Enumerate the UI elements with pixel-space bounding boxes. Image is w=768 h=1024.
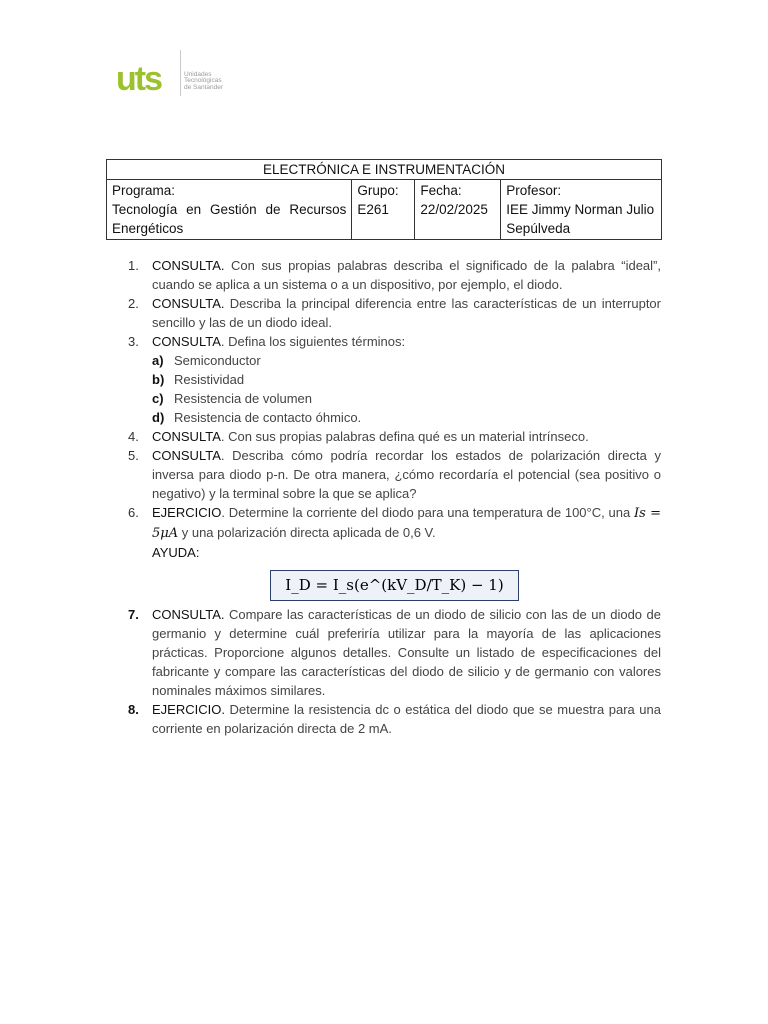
term-letter: a): [152, 353, 164, 368]
question-text: . Determine la corriente del diodo para una temperatura de 100°C, una: [221, 505, 634, 520]
question-number: 8.: [128, 702, 139, 717]
question-text: Determine la resistencia dc o estática del diodo que se muestra para una corriente en polarización directa de 2 mA.: [152, 702, 661, 736]
question-number: 6.: [128, 505, 139, 520]
question-keyword: CONSULTA.: [152, 258, 225, 273]
saturation-current-expression: Is = 5μA: [152, 506, 661, 541]
question-number: 2.: [128, 296, 139, 311]
logo-mark: uts: [116, 60, 161, 98]
term-item: [152, 370, 661, 389]
question-item: [128, 256, 661, 294]
question-keyword: EJERCICIO: [152, 505, 222, 520]
question-item: [128, 605, 661, 700]
grupo-cell: [352, 180, 415, 240]
question-keyword: CONSULTA.: [152, 296, 225, 311]
question-list: [128, 256, 661, 738]
term-text: Resistencia de contacto óhmico.: [174, 410, 362, 425]
fecha-label: Fecha:: [420, 183, 462, 198]
profesor-cell: [501, 180, 662, 240]
profesor-value: IEE Jimmy Norman Julio Sepúlveda: [506, 202, 655, 236]
term-text: Semiconductor: [174, 353, 261, 368]
profesor-label: Profesor:: [506, 183, 562, 198]
question-text: Compare las características de un diodo de silicio con las de un diodo de germanio y determine cuál preferiría utilizar para la mayoría de las aplicaciones prácticas. Proporcione algunos detalles. Consulte un listado de especificaciones del fabricante y compare las características del diodo de silicio y de germanio con valores nominales máximos similares.: [152, 607, 661, 698]
question-number: 7.: [128, 607, 139, 622]
fecha-value: 22/02/2025: [420, 202, 488, 217]
course-header-table: [106, 159, 662, 240]
fecha-cell: [415, 180, 501, 240]
question-item: [128, 294, 661, 332]
course-title: ELECTRÓNICA E INSTRUMENTACIÓN: [107, 160, 662, 180]
question-item: [128, 427, 661, 446]
question-number: 1.: [128, 258, 139, 273]
question-keyword: CONSULTA: [152, 429, 221, 444]
question-text: Con sus propias palabras describa el significado de la palabra “ideal”, cuando se aplica a un sistema o a un dispositivo, por ejemplo, el diodo.: [152, 258, 661, 292]
term-text: Resistividad: [174, 372, 245, 387]
logo-divider: [180, 50, 181, 96]
question-text: Describa la principal diferencia entre las características de un interruptor sencillo y las de un diodo ideal.: [152, 296, 661, 330]
logo-line: Tecnológicas: [184, 77, 222, 85]
question-number: 5.: [128, 448, 139, 463]
question-keyword: CONSULTA: [152, 448, 221, 463]
term-item: [152, 351, 661, 370]
term-item: [152, 408, 661, 427]
question-keyword: CONSULTA: [152, 334, 221, 349]
grupo-label: Grupo:: [357, 183, 399, 198]
logo-line: Unidades: [184, 71, 212, 78]
term-list: [152, 351, 661, 427]
question-keyword: EJERCICIO.: [152, 702, 225, 717]
question-text: . Describa cómo podría recordar los estados de polarización directa y inversa para diodo p-n. De otra manera, ¿cómo recordaría el potencial (sea positivo o negativo) y la terminal sobre la que se aplica?: [152, 448, 661, 501]
question-text-continued: y una polarización directa aplicada de 0,6 V.: [178, 525, 436, 540]
question-item: [128, 446, 661, 503]
term-item: [152, 389, 661, 408]
question-item: [128, 503, 661, 601]
programa-value: Tecnología en Gestión de Recursos Energéticos: [112, 202, 347, 236]
term-letter: b): [152, 372, 165, 387]
formula-container: [152, 570, 661, 601]
term-text: Resistencia de volumen: [174, 391, 313, 406]
logo-subtext: [184, 72, 223, 91]
term-letter: c): [152, 391, 164, 406]
help-label: AYUDA:: [152, 545, 200, 560]
grupo-value: E261: [357, 202, 389, 217]
question-number: 3.: [128, 334, 139, 349]
uts-logo: [116, 48, 246, 100]
diode-equation-formula: I_D = I_s(e^(kV_D/T_K) − 1): [270, 570, 518, 601]
logo-line: de Santander: [184, 83, 224, 91]
programa-label: Programa:: [112, 183, 176, 198]
programa-cell: [107, 180, 352, 240]
question-keyword: CONSULTA.: [152, 607, 225, 622]
help-label-text: AYUDA: [152, 545, 196, 560]
term-letter: d): [152, 410, 165, 425]
question-number: 4.: [128, 429, 139, 444]
question-text: . Con sus propias palabras defina qué es un material intrínseco.: [220, 429, 589, 444]
question-item: [128, 700, 661, 738]
question-item: [128, 332, 661, 427]
question-text: . Defina los siguientes términos:: [220, 334, 406, 349]
